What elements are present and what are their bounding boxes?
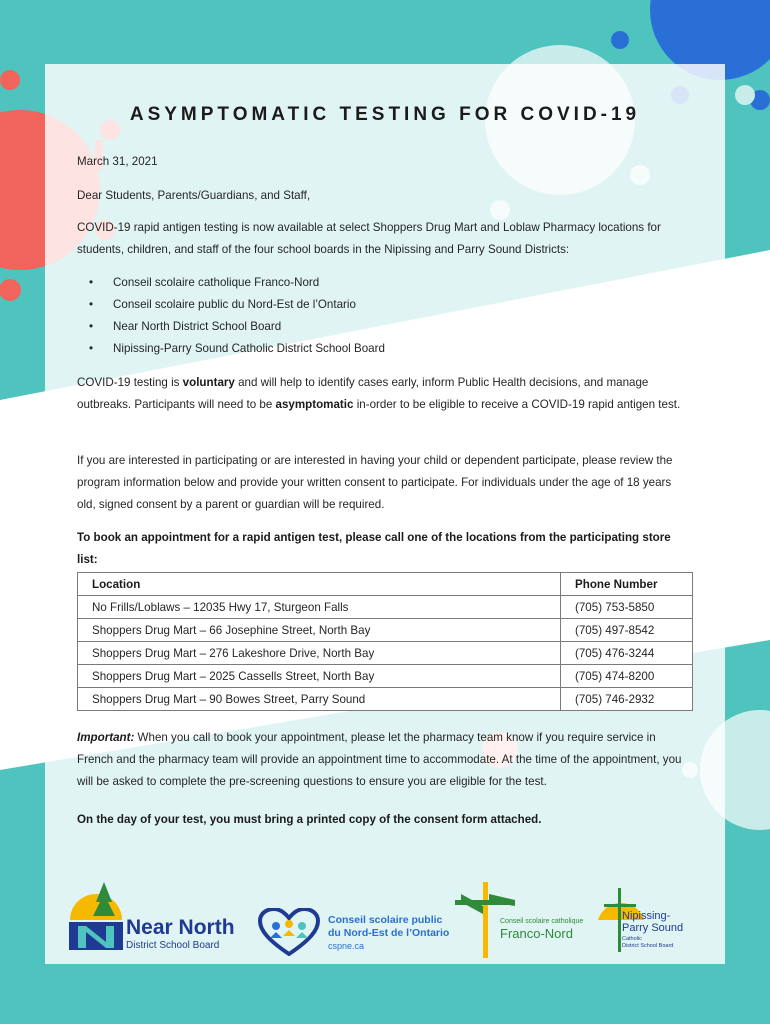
location-cell: Shoppers Drug Mart – 276 Lakeshore Drive, North Bay (78, 642, 561, 665)
phone-cell: (705) 746-2932 (561, 688, 693, 711)
phone-cell: (705) 476-3244 (561, 642, 693, 665)
salutation: Dear Students, Parents/Guardians, and Staff, (77, 189, 311, 202)
interest-paragraph: If you are interested in participating or are interested in having your child or dependent participate, please review the program information below and provide your written consent to participate. For individuals under the age of 18 years old, signed consent by a parent or guardian will be required. (77, 454, 673, 511)
nipissing-logo (596, 886, 696, 956)
paragraph-text: and will help to identify cases early, inform Public Health decisions, and manage outbreaks. Participants will need to be (77, 376, 649, 411)
date: March 31, 2021 (77, 155, 158, 168)
table-header-row (78, 573, 693, 596)
day-of-test-note: On the day of your test, you must bring a printed copy of the consent form attached. (77, 813, 542, 826)
franco-nord-logo (455, 880, 584, 960)
location-cell: Shoppers Drug Mart – 90 Bowes Street, Parry Sound (78, 688, 561, 711)
nipissing-catholic: Catholic (622, 936, 642, 942)
cspne-logo (258, 908, 450, 958)
table-row (78, 596, 693, 619)
table-row (78, 642, 693, 665)
location-cell: No Frills/Loblaws – 12035 Hwy 17, Sturgeon Falls (78, 596, 561, 619)
voluntary-paragraph (77, 372, 693, 416)
important-label: Important: (77, 731, 135, 744)
phone-cell: (705) 474-8200 (561, 665, 693, 688)
table-row (78, 619, 693, 642)
near-north-subtitle: District School Board (126, 940, 220, 951)
nipissing-name-line2: Parry Sound (622, 922, 684, 934)
near-north-logo (66, 880, 236, 955)
near-north-name: Near North (126, 916, 235, 939)
store-table (77, 572, 693, 711)
heart-people-icon (258, 908, 320, 956)
important-text: When you call to book your appointment, please let the pharmacy team know if you require service in French and the pharmacy team will provide an appointment time to accommodate. At the time of the appointment, you will be asked to complete the pre-screening questions to ensure you are eligible for the test. (77, 731, 682, 788)
franco-nord-tagline: Conseil scolaire catholique (500, 918, 584, 925)
school-board-list (77, 272, 677, 360)
cspne-name-line1: Conseil scolaire public (328, 914, 443, 926)
table-row (78, 688, 693, 711)
nipissing-name-line1: Nipissing- (622, 910, 671, 922)
important-paragraph (77, 727, 693, 793)
paragraph-text: COVID-19 testing is (77, 376, 183, 389)
location-cell: Shoppers Drug Mart – 66 Josephine Street, North Bay (78, 619, 561, 642)
list-item: • Nipissing-Parry Sound Catholic District School Board (77, 338, 677, 360)
voluntary-emphasis: voluntary (182, 376, 235, 389)
phone-cell: (705) 753-5850 (561, 596, 693, 619)
page-title: ASYMPTOMATIC TESTING FOR COVID-19 (129, 104, 641, 125)
phone-cell: (705) 497-8542 (561, 619, 693, 642)
phone-header: Phone Number (561, 573, 693, 596)
list-item: • Conseil scolaire catholique Franco-Nord (77, 272, 677, 294)
table-row (78, 665, 693, 688)
list-item: • Near North District School Board (77, 316, 677, 338)
cspne-website: cspne.ca (328, 941, 365, 951)
list-item: • Conseil scolaire public du Nord-Est de l’Ontario (77, 294, 677, 316)
nipissing-board: District School Board (622, 943, 674, 949)
franco-nord-name: Franco-Nord (500, 926, 573, 941)
booking-heading: To book an appointment for a rapid antigen test, please call one of the locations from the participating store list: (77, 531, 671, 566)
paragraph-text: in-order to be eligible to receive a COVID-19 rapid antigen test. (353, 398, 681, 411)
cspne-name-line2: du Nord-Est de l’Ontario (328, 927, 450, 939)
near-north-emblem-icon (66, 880, 126, 952)
location-cell: Shoppers Drug Mart – 2025 Cassells Street, North Bay (78, 665, 561, 688)
location-header: Location (78, 573, 561, 596)
asymptomatic-emphasis: asymptomatic (275, 398, 354, 411)
intro-paragraph: COVID-19 rapid antigen testing is now available at select Shoppers Drug Mart and Loblaw Pharmacy locations for students, children, and staff of the four school boards in the Nipissing and Parry Sound Districts: (77, 221, 661, 256)
